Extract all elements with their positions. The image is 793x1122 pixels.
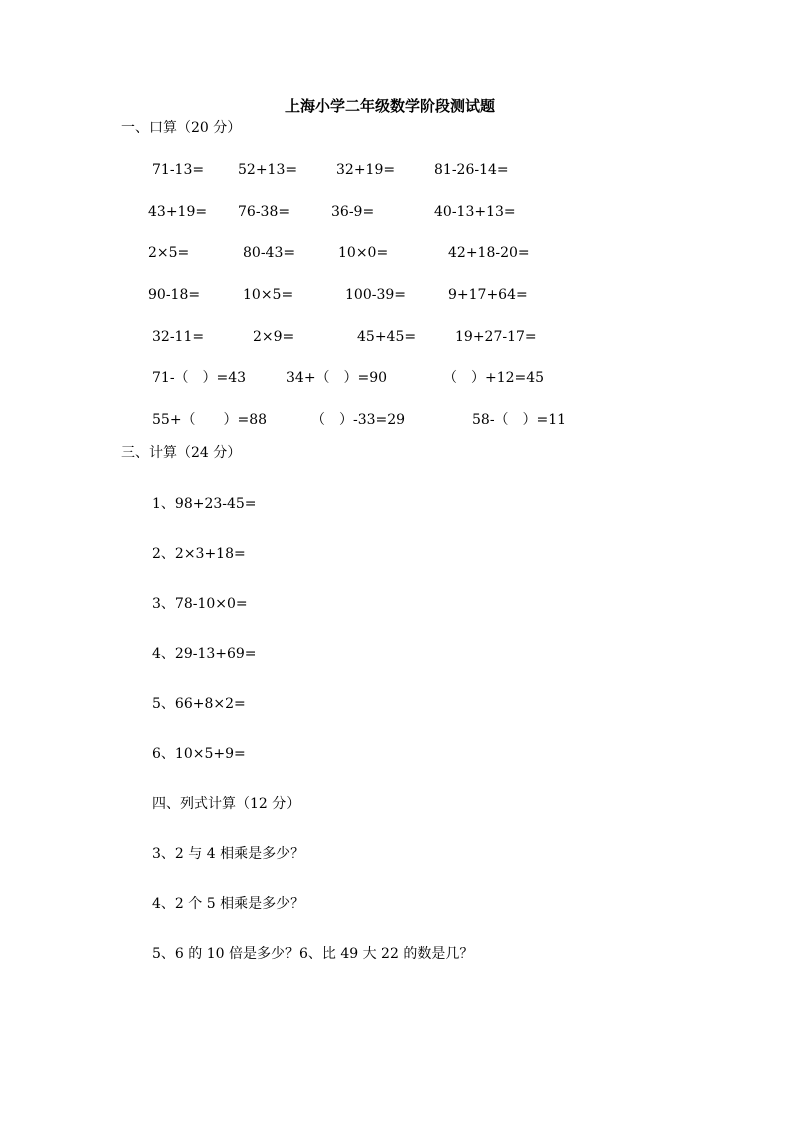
- oral-problem: 42+18-20=: [448, 245, 530, 261]
- oral-problem: 36-9=: [331, 204, 375, 220]
- section4-heading: 四、列式计算（12 分）: [152, 796, 301, 812]
- oral-problem: 71-13=: [152, 162, 205, 178]
- oral-problem: 43+19=: [148, 204, 208, 220]
- fill-blank-problem: 71-（ ）=43: [152, 370, 247, 386]
- calc-item: 3、78-10×0=: [152, 596, 248, 612]
- oral-problem: 32-11=: [152, 329, 205, 345]
- fill-blank-problem: 55+（ ）=88: [152, 412, 268, 428]
- word-problem: 3、2 与 4 相乘是多少？: [152, 846, 305, 862]
- page-title: 上海小学二年级数学阶段测试题: [285, 97, 496, 115]
- oral-problem: 32+19=: [336, 162, 396, 178]
- fill-blank-problem: 58-（ ）=11: [472, 412, 567, 428]
- oral-problem: 90-18=: [148, 287, 201, 303]
- oral-problem: 76-38=: [238, 204, 291, 220]
- calc-item: 2、2×3+18=: [152, 546, 246, 562]
- fill-blank-problem: （ ）-33=29: [311, 412, 406, 428]
- oral-problem: 100-39=: [345, 287, 406, 303]
- oral-problem: 40-13+13=: [434, 204, 516, 220]
- oral-problem: 10×0=: [338, 245, 389, 261]
- oral-problem: 2×9=: [253, 329, 295, 345]
- oral-problem: 19+27-17=: [455, 329, 537, 345]
- calc-item: 6、10×5+9=: [152, 746, 246, 762]
- oral-problem: 10×5=: [243, 287, 294, 303]
- oral-problem: 81-26-14=: [434, 162, 509, 178]
- word-problem: 5、6 的 10 倍是多少？6、比 49 大 22 的数是几？: [152, 946, 474, 962]
- calc-item: 5、66+8×2=: [152, 696, 246, 712]
- oral-problem: 9+17+64=: [448, 287, 528, 303]
- calc-item: 4、29-13+69=: [152, 646, 257, 662]
- fill-blank-problem: 34+（ ）=90: [286, 370, 388, 386]
- word-problem: 4、2 个 5 相乘是多少？: [152, 896, 305, 912]
- section1-heading: 一、口算（20 分）: [121, 120, 242, 136]
- fill-blank-problem: （ ）+12=45: [443, 370, 545, 386]
- oral-problem: 80-43=: [243, 245, 296, 261]
- section3-heading: 三、计算（24 分）: [121, 445, 242, 461]
- oral-problem: 52+13=: [238, 162, 298, 178]
- oral-problem: 45+45=: [357, 329, 417, 345]
- calc-item: 1、98+23-45=: [152, 496, 257, 512]
- oral-problem: 2×5=: [148, 245, 190, 261]
